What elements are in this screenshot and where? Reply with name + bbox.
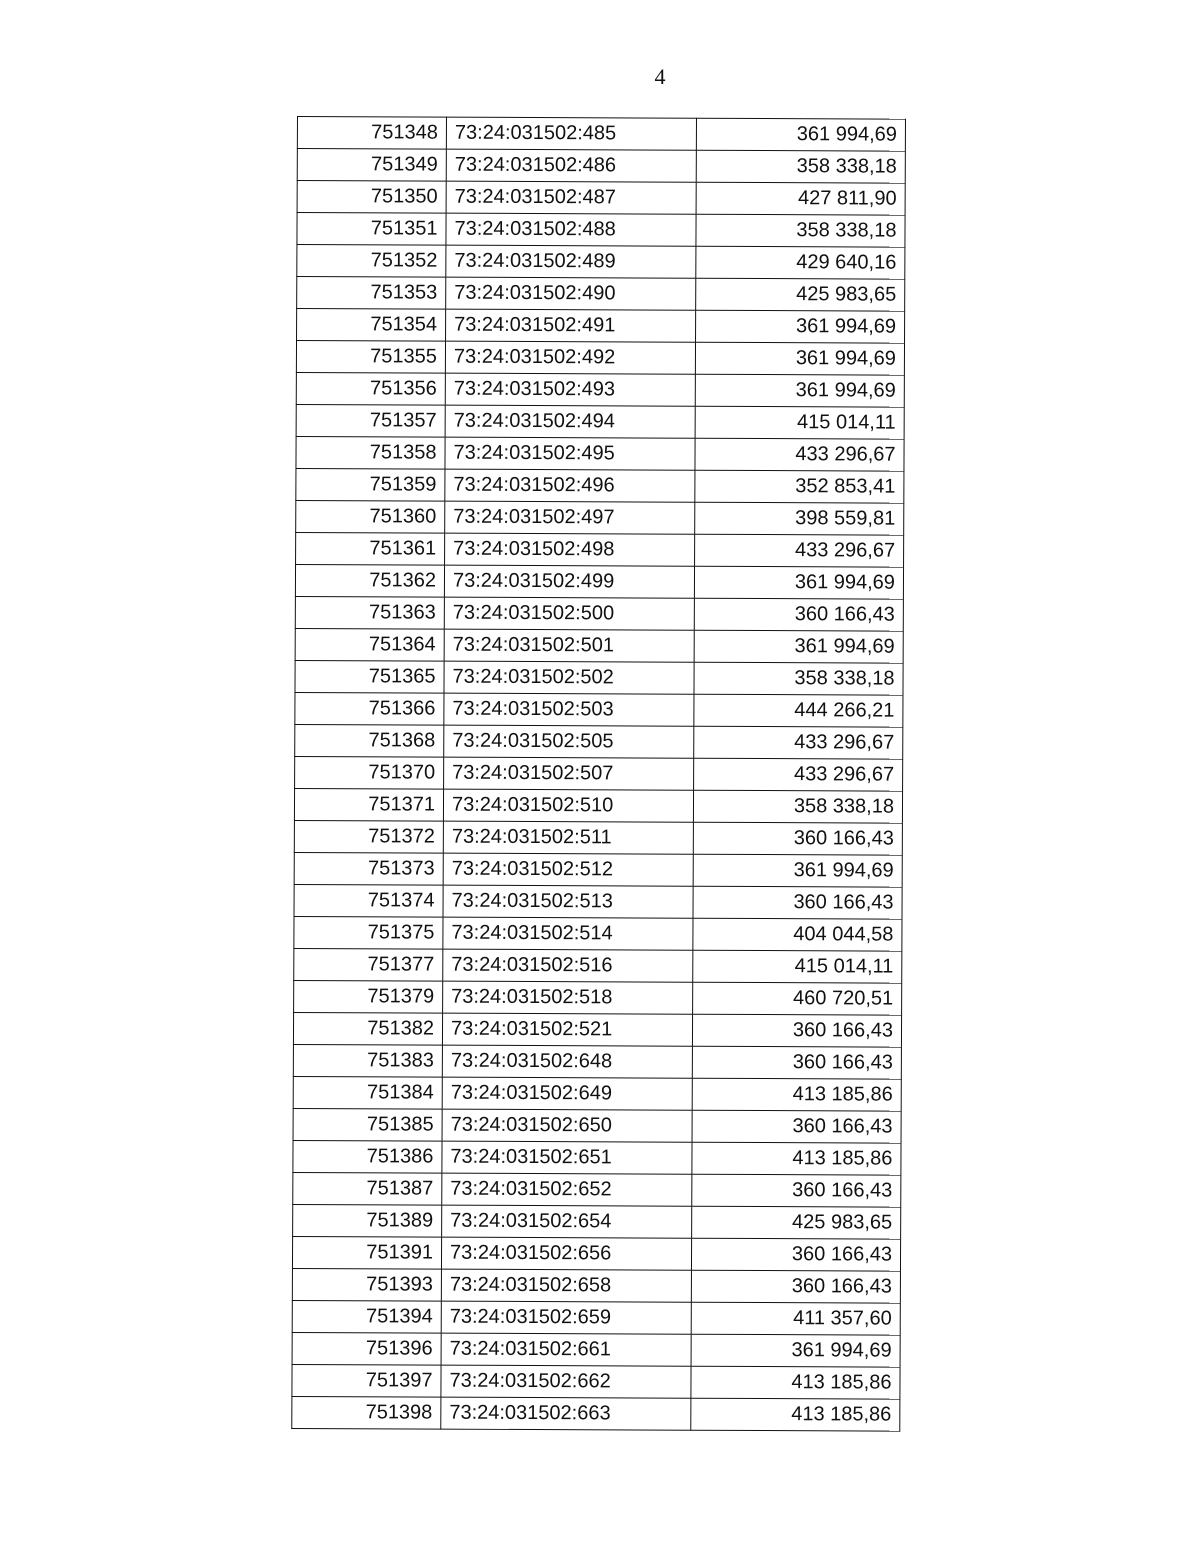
cadastral-number-cell: 73:24:031502:490 — [446, 277, 696, 310]
cadastral-value-cell: 361 994,69 — [696, 118, 905, 151]
cadastral-value-cell: 425 983,65 — [692, 1206, 901, 1239]
cadastral-number-cell: 73:24:031502:659 — [441, 1301, 691, 1334]
object-id-cell: 751370 — [295, 756, 444, 789]
table-row — [293, 1076, 901, 1111]
cadastral-number-cell: 73:24:031502:499 — [444, 565, 694, 598]
cadastral-value-cell: 444 266,21 — [694, 694, 903, 727]
cadastral-value-cell: 404 044,58 — [693, 918, 902, 951]
data-table — [291, 116, 906, 1432]
table-row — [297, 213, 905, 248]
cadastral-value-cell: 411 357,60 — [691, 1302, 900, 1335]
table-row — [297, 245, 905, 280]
cadastral-value-cell: 358 338,18 — [693, 790, 902, 823]
table-row — [297, 117, 905, 152]
cadastral-value-cell: 361 994,69 — [695, 342, 904, 375]
cadastral-value-cell: 433 296,67 — [695, 438, 904, 471]
cadastral-value-cell: 360 166,43 — [691, 1238, 900, 1271]
cadastral-number-cell: 73:24:031502:498 — [445, 533, 695, 566]
object-id-cell: 751372 — [294, 820, 443, 853]
cadastral-value-cell: 361 994,69 — [691, 1334, 900, 1367]
object-id-cell: 751382 — [293, 1012, 442, 1045]
table-row — [295, 596, 903, 631]
object-id-cell: 751391 — [292, 1236, 441, 1269]
cadastral-value-cell: 413 185,86 — [691, 1366, 900, 1399]
cadastral-value-cell: 415 014,11 — [693, 950, 902, 983]
table-row — [297, 277, 905, 312]
cadastral-value-cell: 361 994,69 — [693, 854, 902, 887]
table-row — [295, 628, 903, 663]
table-row — [296, 436, 904, 471]
cadastral-value-cell: 429 640,16 — [696, 246, 905, 279]
cadastral-number-cell: 73:24:031502:661 — [441, 1333, 691, 1366]
cadastral-value-cell: 413 185,86 — [691, 1398, 900, 1431]
cadastral-number-cell: 73:24:031502:510 — [443, 789, 693, 822]
cadastral-number-cell: 73:24:031502:514 — [443, 917, 693, 950]
cadastral-value-cell: 360 166,43 — [693, 822, 902, 855]
table-row — [297, 149, 905, 184]
table-row — [293, 1044, 901, 1079]
object-id-cell: 751379 — [294, 980, 443, 1013]
cadastral-number-cell: 73:24:031502:652 — [442, 1173, 692, 1206]
cadastral-number-cell: 73:24:031502:492 — [445, 341, 695, 374]
table-row — [293, 1204, 901, 1239]
table-row — [296, 372, 904, 407]
object-id-cell: 751359 — [296, 468, 445, 501]
cadastral-value-cell: 358 338,18 — [696, 150, 905, 183]
object-id-cell: 751383 — [293, 1044, 442, 1077]
table-body — [292, 117, 906, 1432]
object-id-cell: 751350 — [297, 181, 446, 214]
cadastral-number-cell: 73:24:031502:650 — [442, 1109, 692, 1142]
cadastral-value-cell: 352 853,41 — [695, 470, 904, 503]
cadastral-value-cell: 415 014,11 — [695, 406, 904, 439]
cadastral-value-cell: 358 338,18 — [694, 662, 903, 695]
table-row — [294, 948, 902, 983]
cadastral-value-cell: 360 166,43 — [694, 598, 903, 631]
object-id-cell: 751385 — [293, 1108, 442, 1141]
table-row — [296, 404, 904, 439]
cadastral-value-cell: 360 166,43 — [692, 1110, 901, 1143]
cadastral-number-cell: 73:24:031502:503 — [444, 693, 694, 726]
cadastral-value-cell: 360 166,43 — [692, 1014, 901, 1047]
cadastral-value-cell: 358 338,18 — [696, 214, 905, 247]
cadastral-number-cell: 73:24:031502:486 — [446, 149, 696, 182]
cadastral-value-cell: 361 994,69 — [695, 374, 904, 407]
object-id-cell: 751373 — [294, 852, 443, 885]
cadastral-number-cell: 73:24:031502:495 — [445, 437, 695, 470]
table-row — [294, 980, 902, 1015]
table-row — [297, 181, 905, 216]
table-row — [293, 1012, 901, 1047]
object-id-cell: 751384 — [293, 1076, 442, 1109]
object-id-cell: 751362 — [295, 564, 444, 597]
cadastral-number-cell: 73:24:031502:489 — [446, 245, 696, 278]
table-row — [294, 916, 902, 951]
cadastral-number-cell: 73:24:031502:651 — [442, 1141, 692, 1174]
table-row — [296, 500, 904, 535]
table-row — [292, 1236, 900, 1271]
object-id-cell: 751352 — [297, 245, 446, 278]
cadastral-number-cell: 73:24:031502:656 — [441, 1237, 691, 1270]
table-row — [295, 756, 903, 791]
table-row — [295, 724, 903, 759]
table-row — [293, 1140, 901, 1175]
table-row — [295, 692, 903, 727]
cadastral-value-cell: 360 166,43 — [691, 1270, 900, 1303]
cadastral-value-cell: 433 296,67 — [695, 534, 904, 567]
object-id-cell: 751364 — [295, 628, 444, 661]
cadastral-value-cell: 433 296,67 — [694, 758, 903, 791]
cadastral-value-cell: 361 994,69 — [694, 630, 903, 663]
cadastral-value-cell: 361 994,69 — [694, 566, 903, 599]
object-id-cell: 751375 — [294, 916, 443, 949]
cadastral-number-cell: 73:24:031502:505 — [444, 725, 694, 758]
cadastral-number-cell: 73:24:031502:658 — [441, 1269, 691, 1302]
cadastral-value-cell: 360 166,43 — [692, 1046, 901, 1079]
cadastral-value-cell: 360 166,43 — [693, 886, 902, 919]
object-id-cell: 751358 — [296, 436, 445, 469]
table-row — [294, 852, 902, 887]
cadastral-number-cell: 73:24:031502:649 — [442, 1077, 692, 1110]
cadastral-value-cell: 413 185,86 — [692, 1142, 901, 1175]
cadastral-number-cell: 73:24:031502:491 — [446, 309, 696, 342]
table-row — [296, 468, 904, 503]
cadastral-number-cell: 73:24:031502:494 — [445, 405, 695, 438]
cadastral-value-cell: 398 559,81 — [695, 502, 904, 535]
object-id-cell: 751374 — [294, 884, 443, 917]
table-row — [293, 1108, 901, 1143]
object-id-cell: 751357 — [296, 404, 445, 437]
cadastral-value-cell: 427 811,90 — [696, 182, 905, 215]
cadastral-value-cell: 460 720,51 — [693, 982, 902, 1015]
cadastral-number-cell: 73:24:031502:496 — [445, 469, 695, 502]
cadastral-number-cell: 73:24:031502:662 — [441, 1365, 691, 1398]
table-row — [297, 309, 905, 344]
cadastral-number-cell: 73:24:031502:502 — [444, 661, 694, 694]
table-row — [295, 660, 903, 695]
object-id-cell: 751368 — [295, 724, 444, 757]
cadastral-number-cell: 73:24:031502:501 — [444, 629, 694, 662]
object-id-cell: 751365 — [295, 660, 444, 693]
table-row — [294, 788, 902, 823]
object-id-cell: 751354 — [297, 309, 446, 342]
cadastral-value-cell: 425 983,65 — [696, 278, 905, 311]
cadastral-number-cell: 73:24:031502:507 — [444, 757, 694, 790]
object-id-cell: 751366 — [295, 692, 444, 725]
cadastral-number-cell: 73:24:031502:493 — [445, 373, 695, 406]
table-row — [292, 1396, 900, 1431]
object-id-cell: 751389 — [293, 1204, 442, 1237]
object-id-cell: 751377 — [294, 948, 443, 981]
page-number: 4 — [654, 64, 666, 89]
table-row — [293, 1172, 901, 1207]
object-id-cell: 751348 — [297, 117, 446, 150]
cadastral-number-cell: 73:24:031502:654 — [442, 1205, 692, 1238]
cadastral-value-cell: 361 994,69 — [696, 310, 905, 343]
table-row — [294, 820, 902, 855]
table-row — [292, 1300, 900, 1335]
cadastral-number-cell: 73:24:031502:512 — [443, 853, 693, 886]
cadastral-number-cell: 73:24:031502:518 — [443, 981, 693, 1014]
table-row — [292, 1332, 900, 1367]
cadastral-number-cell: 73:24:031502:485 — [446, 117, 696, 150]
cadastral-number-cell: 73:24:031502:663 — [441, 1397, 691, 1430]
object-id-cell: 751387 — [293, 1172, 442, 1205]
cadastral-number-cell: 73:24:031502:513 — [443, 885, 693, 918]
object-id-cell: 751360 — [296, 500, 445, 533]
cadastral-number-cell: 73:24:031502:516 — [443, 949, 693, 982]
object-id-cell: 751371 — [294, 788, 443, 821]
cadastral-number-cell: 73:24:031502:521 — [442, 1013, 692, 1046]
cadastral-value-cell: 433 296,67 — [694, 726, 903, 759]
object-id-cell: 751396 — [292, 1332, 441, 1365]
object-id-cell: 751397 — [292, 1364, 441, 1397]
object-id-cell: 751356 — [296, 372, 445, 405]
cadastral-number-cell: 73:24:031502:500 — [444, 597, 694, 630]
table-row — [292, 1364, 900, 1399]
object-id-cell: 751351 — [297, 213, 446, 246]
table-row — [296, 532, 904, 567]
object-id-cell: 751398 — [292, 1396, 441, 1429]
object-id-cell: 751355 — [296, 341, 445, 374]
cadastral-number-cell: 73:24:031502:488 — [446, 213, 696, 246]
table-row — [296, 341, 904, 376]
cadastral-number-cell: 73:24:031502:487 — [446, 181, 696, 214]
cadastral-number-cell: 73:24:031502:648 — [442, 1045, 692, 1078]
object-id-cell: 751361 — [296, 532, 445, 565]
cadastral-value-cell: 360 166,43 — [692, 1174, 901, 1207]
cadastral-number-cell: 73:24:031502:511 — [443, 821, 693, 854]
object-id-cell: 751363 — [295, 596, 444, 629]
table-row — [294, 884, 902, 919]
object-id-cell: 751349 — [297, 149, 446, 182]
object-id-cell: 751393 — [292, 1268, 441, 1301]
table-row — [295, 564, 903, 599]
object-id-cell: 751353 — [297, 277, 446, 310]
object-id-cell: 751394 — [292, 1300, 441, 1333]
table-row — [292, 1268, 900, 1303]
cadastral-number-cell: 73:24:031502:497 — [445, 501, 695, 534]
object-id-cell: 751386 — [293, 1140, 442, 1173]
cadastral-value-cell: 413 185,86 — [692, 1078, 901, 1111]
